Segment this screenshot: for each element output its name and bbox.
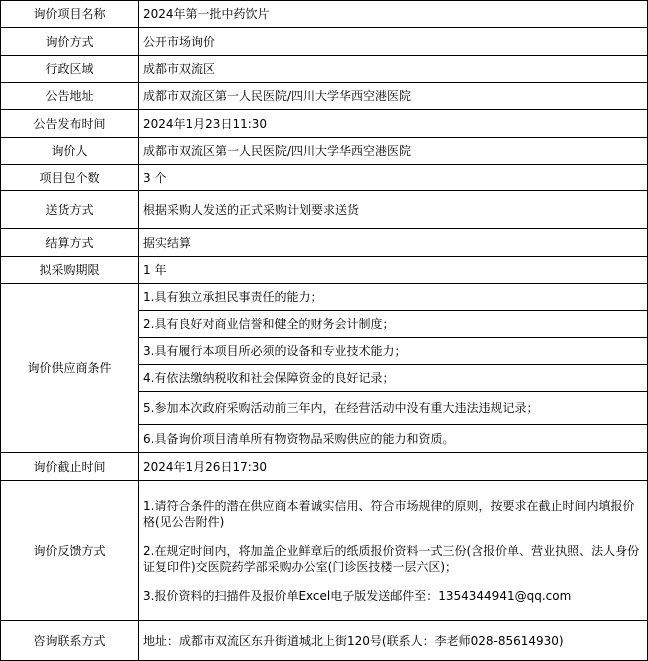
row-inquirer [1, 138, 648, 165]
label: 送货方式 [1, 191, 139, 229]
value: 地址：成都市双流区东升街道城北上街120号(联系人：李老师028-85614930) [139, 621, 648, 661]
value: 据实结算 [139, 229, 648, 257]
row-publish-time [1, 110, 648, 138]
row-address [1, 83, 648, 110]
row-term [1, 257, 648, 284]
label: 询价人 [1, 138, 139, 165]
value: 公开市场询价 [139, 28, 648, 56]
label: 询价反馈方式 [1, 481, 139, 621]
value: 2024年1月23日11:30 [139, 110, 648, 138]
row-deadline [1, 453, 648, 481]
condition-item: 6.具备询价项目清单所有物资物品采购供应的能力和资质。 [143, 431, 455, 446]
row-package-count [1, 165, 648, 191]
label: 询价项目名称 [1, 1, 139, 28]
feedback-item: 1.请符合条件的潜在供应商本着诚实信用、符合市场规律的原则，按要求在截止时间内填报价格(见公告附件) [143, 498, 635, 529]
condition-item: 5.参加本次政府采购活动前三年内，在经营活动中没有重大违法违规记录； [139, 392, 647, 425]
label: 咨询联系方式 [1, 621, 139, 661]
row-settlement [1, 229, 648, 257]
row-project-name [1, 1, 648, 28]
value: 成都市双流区 [139, 56, 648, 83]
condition-item: 2.具有良好对商业信誉和健全的财务会计制度； [139, 311, 647, 338]
label: 公告地址 [1, 83, 139, 110]
value: 1 年 [139, 257, 648, 284]
feedback-item: 2.在规定时间内，将加盖企业鲜章后的纸质报价资料一式三份(含报价单、营业执照、法人身份证复印件)交医院药学部采购办公室(门诊医技楼一层六区)； [143, 543, 640, 574]
condition-item: 4.有依法缴纳税收和社会保障资金的良好记录； [139, 365, 647, 392]
label: 公告发布时间 [1, 110, 139, 138]
value: 根据采购人发送的正式采购计划要求送货 [139, 191, 648, 229]
label: 拟采购期限 [1, 257, 139, 284]
value: 3 个 [139, 165, 648, 191]
condition-item: 1.具有独立承担民事责任的能力； [139, 284, 647, 311]
label: 询价方式 [1, 28, 139, 56]
condition-item: 3.具有履行本项目所必须的设备和专业技术能力； [139, 338, 647, 365]
value: 成都市双流区第一人民医院/四川大学华西空港医院 [139, 83, 648, 110]
row-method [1, 28, 648, 56]
feedback-list [139, 481, 648, 621]
value: 2024年1月26日17:30 [139, 453, 648, 481]
label: 询价供应商条件 [1, 284, 139, 453]
value: 成都市双流区第一人民医院/四川大学华西空港医院 [139, 138, 648, 165]
label: 结算方式 [1, 229, 139, 257]
label: 询价截止时间 [1, 453, 139, 481]
label: 行政区域 [1, 56, 139, 83]
row-region [1, 56, 648, 83]
row-feedback [1, 481, 648, 621]
row-contact [1, 621, 648, 661]
row-delivery [1, 191, 648, 229]
row-conditions [1, 284, 648, 453]
value: 2024年第一批中药饮片 [139, 1, 648, 28]
feedback-item: 3.报价资料的扫描件及报价单Excel电子版发送邮件至：1354344941@qq.com [143, 588, 572, 603]
label: 项目包个数 [1, 165, 139, 191]
conditions-list [139, 284, 648, 453]
